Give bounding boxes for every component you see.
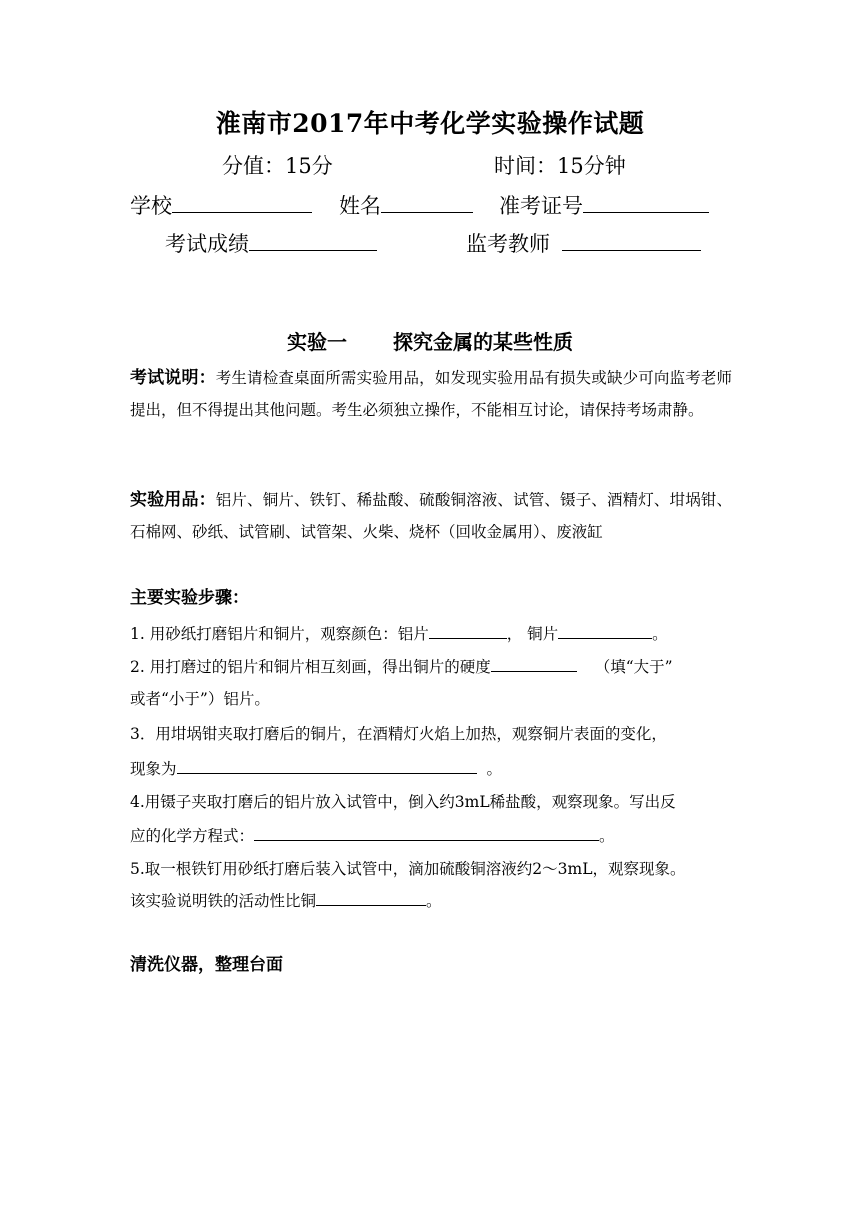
step-2 xyxy=(130,655,673,677)
step-5-label: 该实验说明铁的活动性比铜 xyxy=(130,892,317,910)
result-blank[interactable] xyxy=(249,249,377,251)
time-label: 时间：15分钟 xyxy=(494,154,626,178)
exam-id-label: 准考证号 xyxy=(499,194,583,218)
school-label: 学校 xyxy=(130,194,172,218)
exam-id-blank[interactable] xyxy=(583,211,709,213)
step-3-label: 现象为 xyxy=(130,760,177,778)
step-5: 5.取一根铁钉用砂纸打磨后装入试管中，滴加硫酸铜溶液约2～3mL，观察现象。 xyxy=(130,860,686,878)
name-label: 姓名 xyxy=(339,194,381,218)
proctor-field[interactable] xyxy=(466,228,701,258)
page-title: 淮南市2017年中考化学实验操作试题 xyxy=(215,109,645,138)
score-label: 分值：15分 xyxy=(222,154,333,178)
result-label: 考试成绩 xyxy=(165,232,249,256)
step-2-text: 2. 用打磨过的铝片和铜片相互刻画，得出铜片的硬度 xyxy=(130,658,491,676)
proctor-label: 监考教师 xyxy=(466,232,550,256)
hardness-blank[interactable] xyxy=(491,670,577,672)
name-field[interactable] xyxy=(339,190,473,220)
step-1-mid-text: ， 铜片 xyxy=(506,625,559,643)
aluminum-color-blank[interactable] xyxy=(429,637,507,639)
step-3-line-2 xyxy=(130,757,502,779)
phenomenon-blank[interactable] xyxy=(177,772,477,774)
equation-blank[interactable] xyxy=(254,839,599,841)
step-5-line-2 xyxy=(130,889,442,911)
exam-id-field[interactable] xyxy=(499,190,709,220)
step-3: 3．用坩埚钳夹取打磨后的铜片，在酒精灯火焰上加热，观察铜片表面的变化， xyxy=(130,725,667,743)
experiment-title-part2: 探究金属的某些性质 xyxy=(393,330,573,354)
copper-color-blank[interactable] xyxy=(558,637,652,639)
school-blank[interactable] xyxy=(172,211,312,213)
school-field[interactable] xyxy=(130,190,312,220)
instructions-paragraph xyxy=(130,362,732,426)
activity-blank[interactable] xyxy=(316,904,426,906)
materials-label: 实验用品： xyxy=(130,490,216,510)
step-4-line-2 xyxy=(130,824,615,846)
step-4-label: 应的化学方程式： xyxy=(130,827,255,845)
cleanup-heading: 清洗仪器，整理台面 xyxy=(130,955,283,975)
name-blank[interactable] xyxy=(381,211,473,213)
step-5-end: 。 xyxy=(426,892,442,910)
instructions-label: 考试说明： xyxy=(130,368,216,388)
instructions-text: 考生请检查桌面所需实验用品，如发现实验用品有损失或缺少可向监考老师提出，但不得提出其他问题。考生必须独立操作，不能相互讨论，请保持考场肃静。 xyxy=(130,369,732,419)
proctor-blank[interactable] xyxy=(562,249,701,251)
step-4-end: 。 xyxy=(599,827,615,845)
materials-paragraph xyxy=(130,484,732,548)
result-field[interactable] xyxy=(165,228,377,258)
step-2-hint: （填“大于” xyxy=(594,658,673,676)
step-3-end: 。 xyxy=(486,760,503,778)
step-1 xyxy=(130,622,668,644)
experiment-title-part1: 实验一 xyxy=(287,330,347,354)
step-2-line-2: 或者“小于”）铝片。 xyxy=(130,690,270,708)
materials-text: 铝片、铜片、铁钉、稀盐酸、硫酸铜溶液、试管、镊子、酒精灯、坩埚钳、石棉网、砂纸、试管刷、试管架、火柴、烧杯（回收金属用）、废液缸 xyxy=(130,491,732,541)
steps-heading: 主要实验步骤： xyxy=(130,588,249,608)
step-1-text: 1. 用砂纸打磨铝片和铜片，观察颜色：铝片 xyxy=(130,625,429,643)
step-1-end: 。 xyxy=(652,625,668,643)
step-4: 4.用镊子夹取打磨后的铝片放入试管中，倒入约3mL稀盐酸，观察现象。写出反 xyxy=(130,793,676,811)
experiment-title xyxy=(0,326,860,355)
